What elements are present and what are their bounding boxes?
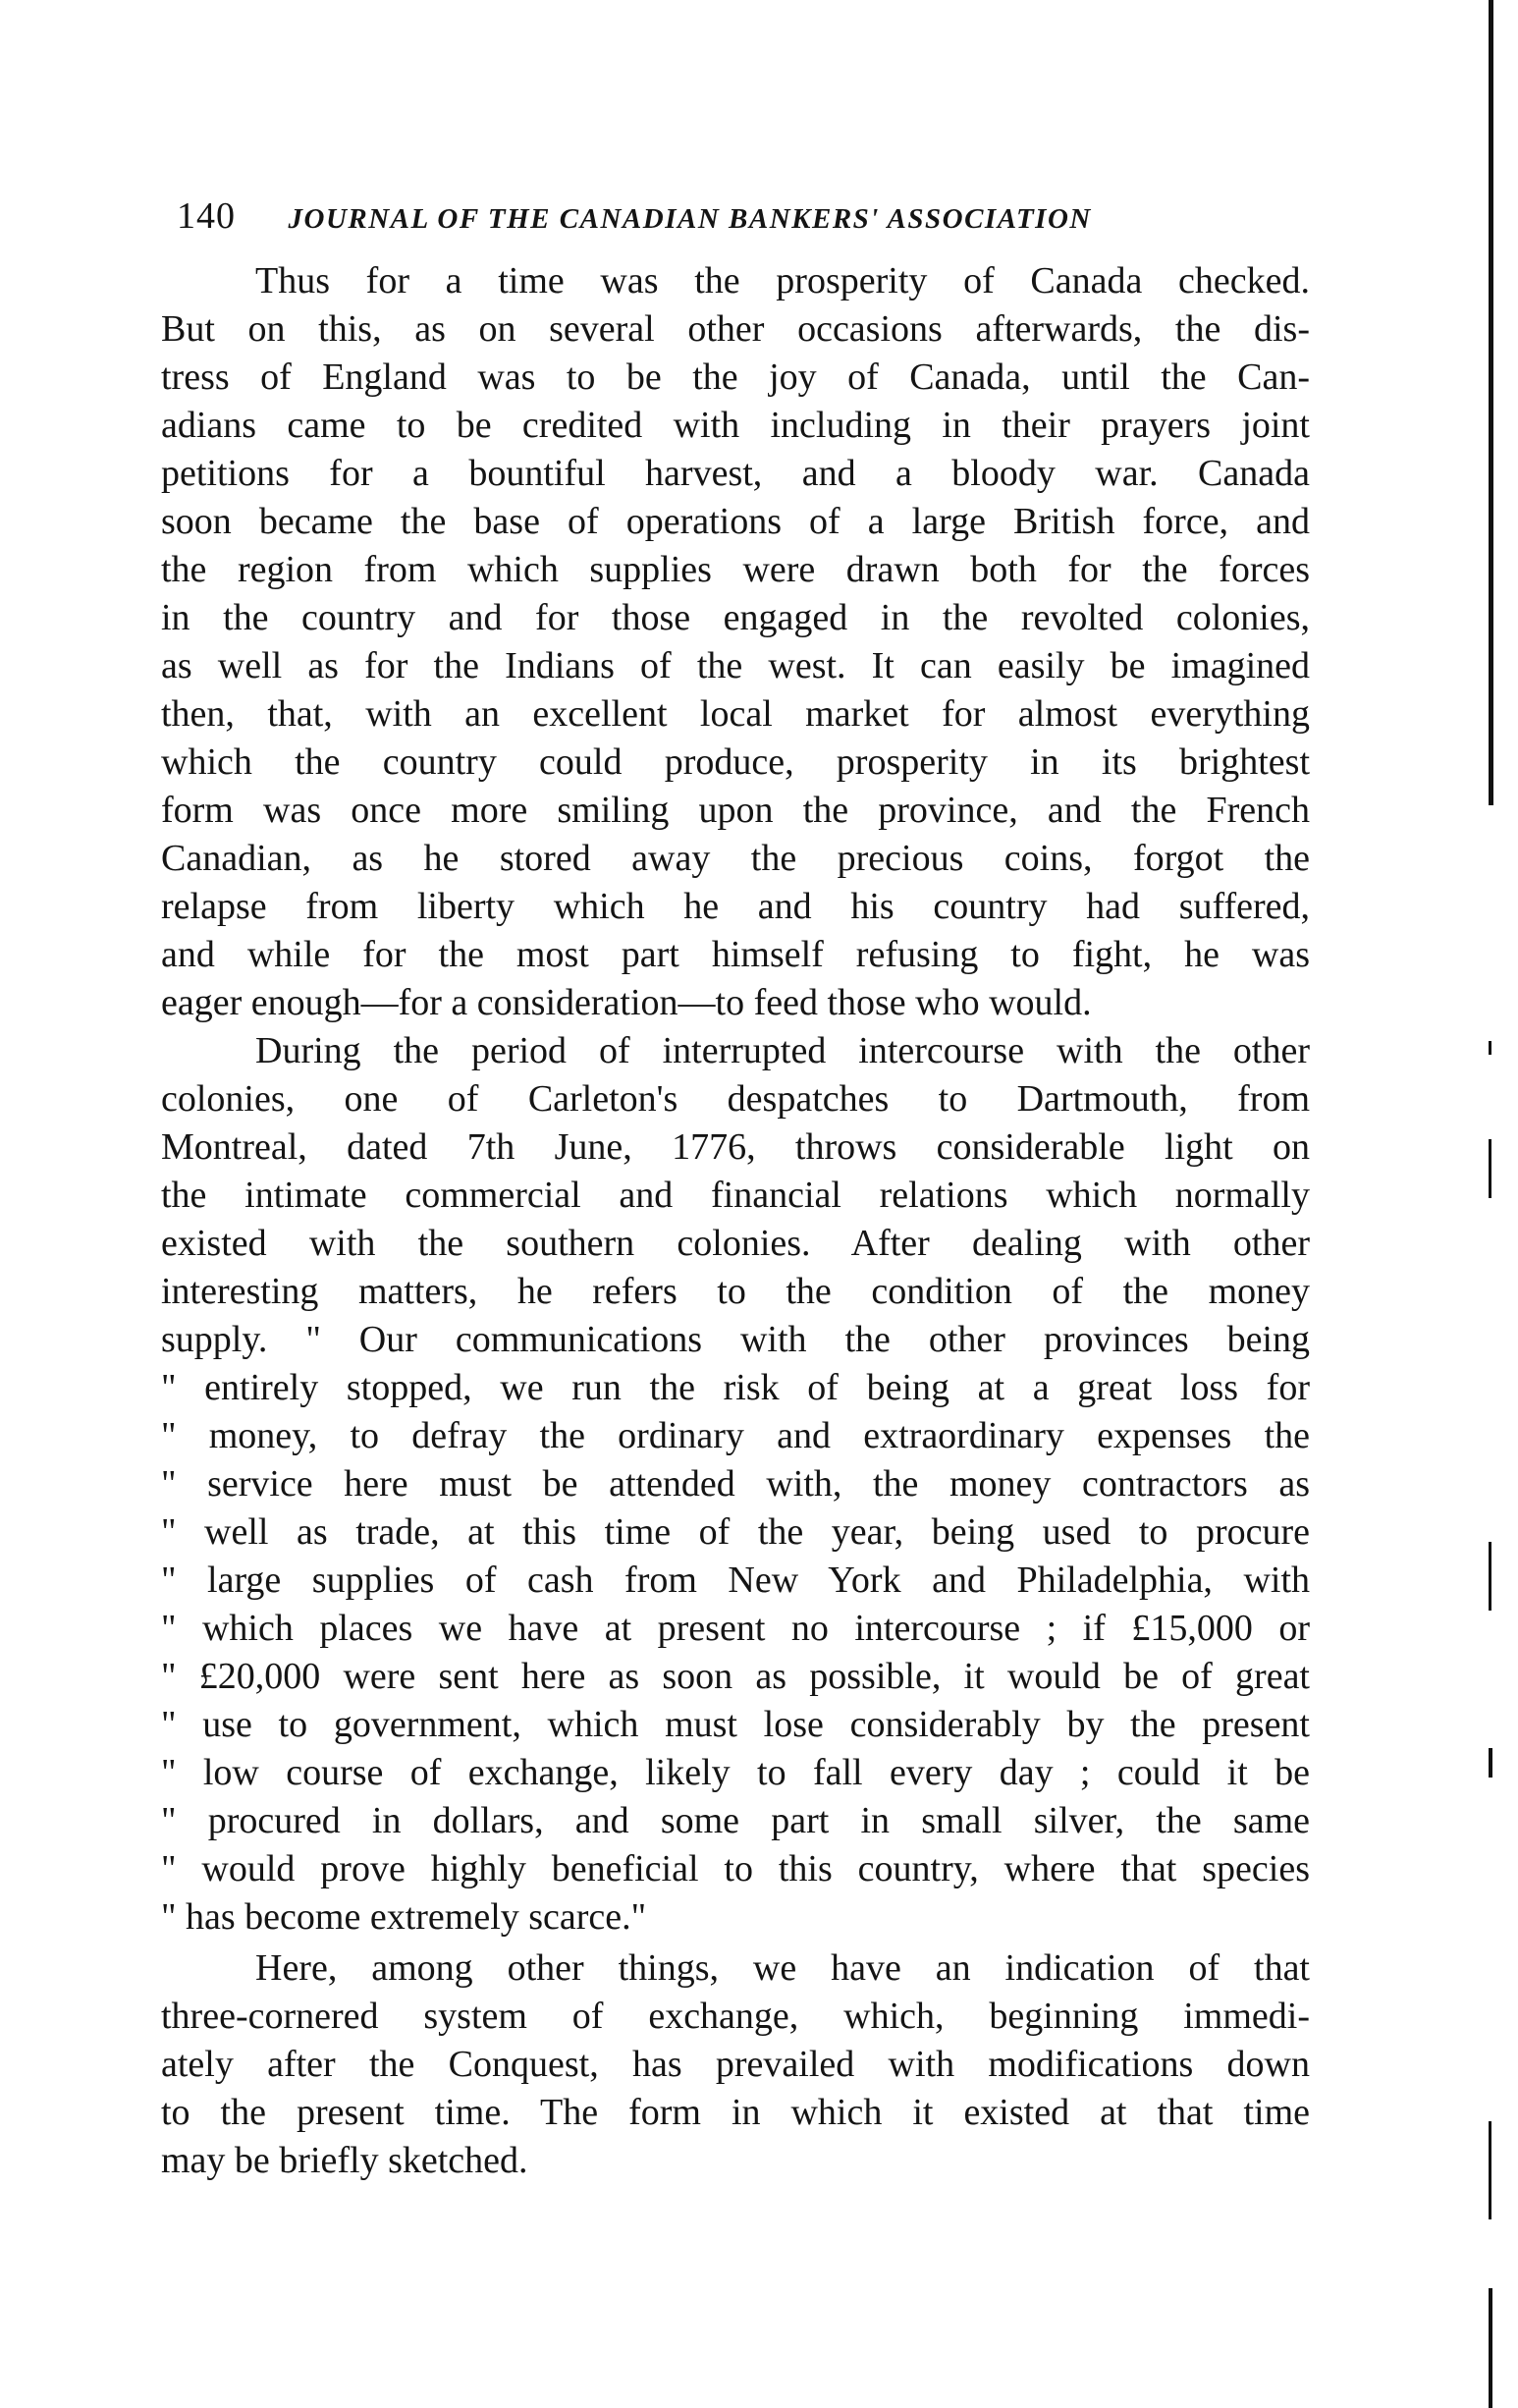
text-line: colonies, one of Carleton's despatches to Dartmouth, from bbox=[161, 1078, 1310, 1120]
text-line: " entirely stopped, we run the risk of being at a great loss for bbox=[161, 1367, 1310, 1408]
text-line: Montreal, dated 7th June, 1776, throws considerable light on bbox=[161, 1126, 1310, 1168]
text-line: relapse from liberty which he and his country had suffered, bbox=[161, 886, 1310, 927]
text-line: tress of England was to be the joy of Canada, until the Can- bbox=[161, 356, 1310, 398]
text-line: " has become extremely scarce." bbox=[161, 1896, 647, 1938]
body-text bbox=[161, 257, 1310, 2185]
text-line: in the country and for those engaged in the revolted colonies, bbox=[161, 597, 1310, 638]
page-header bbox=[177, 187, 1208, 246]
text-line: " procured in dollars, and some part in small silver, the same bbox=[161, 1800, 1310, 1841]
scan-edge-shadow bbox=[1489, 0, 1494, 2408]
text-line: soon became the base of operations of a large British force, and bbox=[161, 501, 1310, 542]
text-line: Thus for a time was the prosperity of Canada checked. bbox=[255, 260, 1310, 301]
text-line: adians came to be credited with including in their prayers joint bbox=[161, 405, 1310, 446]
text-line: the intimate commercial and financial relations which normally bbox=[161, 1175, 1310, 1216]
text-line: Canadian, as he stored away the precious coins, forgot the bbox=[161, 838, 1310, 879]
text-line: petitions for a bountiful harvest, and a bloody war. Canada bbox=[161, 453, 1310, 494]
text-line: and while for the most part himself refusing to fight, he was bbox=[161, 934, 1310, 975]
text-line: form was once more smiling upon the province, and the French bbox=[161, 790, 1310, 831]
text-line: existed with the southern colonies. After dealing with other bbox=[161, 1223, 1310, 1264]
text-line: " money, to defray the ordinary and extraordinary expenses the bbox=[161, 1415, 1310, 1456]
text-line: as well as for the Indians of the west. It can easily be imagined bbox=[161, 645, 1310, 686]
text-line: " large supplies of cash from New York and Philadelphia, with bbox=[161, 1560, 1310, 1601]
text-line: may be briefly sketched. bbox=[161, 2140, 528, 2181]
text-line: which the country could produce, prosperity in its brightest bbox=[161, 741, 1310, 783]
text-line: " which places we have at present no intercourse ; if £15,000 or bbox=[161, 1608, 1310, 1649]
page-number: 140 bbox=[177, 195, 236, 237]
text-line: eager enough—for a consideration—to feed those who would. bbox=[161, 982, 1092, 1023]
text-line: supply. " Our communications with the other provinces being bbox=[161, 1319, 1310, 1360]
text-line: Here, among other things, we have an indication of that bbox=[255, 1947, 1310, 1989]
text-line: " service here must be attended with, the money contractors as bbox=[161, 1463, 1310, 1505]
text-line: to the present time. The form in which it existed at that time bbox=[161, 2092, 1310, 2133]
paragraph-2 bbox=[161, 1027, 1310, 1942]
running-head: JOURNAL OF THE CANADIAN BANKERS' ASSOCIATION bbox=[288, 203, 1092, 235]
text-line: " use to government, which must lose considerably by the present bbox=[161, 1704, 1310, 1745]
text-line: " would prove highly beneficial to this country, where that species bbox=[161, 1848, 1310, 1889]
text-line: the region from which supplies were drawn both for the forces bbox=[161, 549, 1310, 590]
text-line: " £20,000 were sent here as soon as possible, it would be of great bbox=[161, 1656, 1310, 1697]
text-line: ately after the Conquest, has prevailed with modifications down bbox=[161, 2044, 1310, 2085]
paragraph-3 bbox=[161, 1944, 1310, 2185]
paragraph-1 bbox=[161, 257, 1310, 1027]
text-line: " low course of exchange, likely to fall every day ; could it be bbox=[161, 1752, 1310, 1793]
text-line: " well as trade, at this time of the year, being used to procure bbox=[161, 1511, 1310, 1553]
text-line: During the period of interrupted intercourse with the other bbox=[255, 1030, 1310, 1071]
text-line: But on this, as on several other occasions afterwards, the dis- bbox=[161, 308, 1310, 350]
text-line: then, that, with an excellent local market for almost everything bbox=[161, 693, 1310, 735]
text-line: interesting matters, he refers to the condition of the money bbox=[161, 1271, 1310, 1312]
text-line: three-cornered system of exchange, which, beginning immedi- bbox=[161, 1996, 1310, 2037]
